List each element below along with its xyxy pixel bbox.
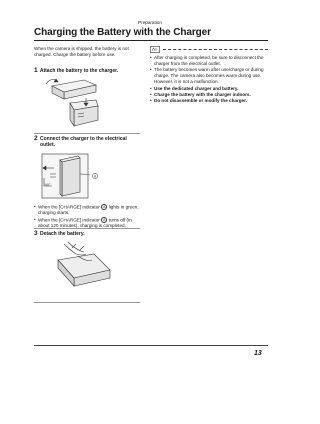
bottom-rule [34,345,268,346]
detach-battery-illustration [34,240,140,298]
separator-3 [34,302,140,303]
step-2-note-1: • When the [CHARGE] indicator A lights in green, charging starts. [34,204,140,216]
note-header [150,46,268,54]
step-2-note-2: • When the [CHARGE] indicator A turns off (in about 120 minutes), charging is completed. [34,217,140,229]
note-item-5: • Do not disassemble or modify the charger. [150,98,268,104]
connect-charger-drawing [34,150,140,200]
angle-label: 90° [45,183,51,187]
attach-battery-drawing [34,76,140,130]
step-3-text: Detach the battery. [40,231,85,237]
step-2-text: Connect the charger to the electrical outlet. [40,136,127,148]
right-column [150,46,268,104]
note-icon [150,46,160,53]
intro-text: When the camera is shipped, the battery is not charged. Charge the battery before use. [34,46,129,57]
step-3 [34,231,140,237]
note-dashed-rule [163,49,268,50]
note-item-1: • After charging is completed, be sure to disconnect the charger from the electrical outlet. [150,55,268,67]
battery-charger-illustration [34,76,140,130]
indicator-a-mark: A [101,217,107,223]
page-title: Charging the Battery with the Charger [34,27,211,38]
separator-1 [34,133,140,134]
step-3-number: 3 [34,230,38,237]
step-1 [34,68,140,74]
note-item-2: • The battery becomes warm after use/charge or during charge. The camera also becomes warm during use. However, it is not a malfunction. [150,67,268,85]
step-1-text: Attach the battery to the charger. [39,68,119,74]
section-label: Preparation [138,20,162,25]
step-1-number: 1 [34,67,38,74]
indicator-a-label: A [93,174,97,179]
notes-list [150,55,268,104]
step-2-number: 2 [34,135,38,142]
note-item-3: • Use the dedicated charger and battery. [150,86,268,92]
note-item-4: • Charge the battery with the charger indoors. [150,92,268,98]
page-number: 13 [254,350,262,357]
charger-outlet-illustration [34,150,140,200]
step-2 [34,136,140,148]
separator-2 [34,228,140,229]
step-2-notes [34,204,140,229]
title-rule [34,40,268,41]
indicator-a-mark: A [101,204,107,210]
detach-battery-drawing [34,240,140,298]
